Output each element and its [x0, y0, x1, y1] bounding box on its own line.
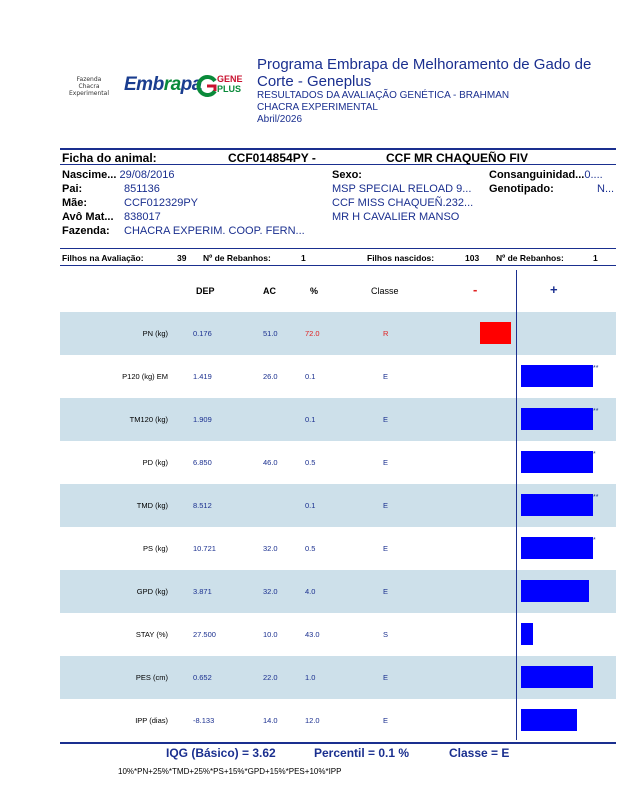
- col-header-minus: -: [473, 282, 478, 297]
- dam-label: Mãe:: [62, 197, 88, 209]
- percent-value: 0.5: [305, 544, 316, 553]
- table-row: [60, 484, 616, 527]
- report-subtitle1: RESULTADOS DA AVALIAÇÃO GENÉTICA - BRAHMAN: [257, 90, 510, 101]
- progeny-evaluated: 39: [177, 253, 187, 263]
- table-row: [60, 699, 616, 742]
- farm-logo-line: Fazenda: [76, 76, 102, 83]
- dam-name: CCF MISS CHAQUEÑ.232...: [332, 197, 474, 209]
- animal-info-middle: [332, 168, 473, 224]
- class-value: E: [383, 501, 389, 510]
- positive-bar: [521, 709, 577, 731]
- table-row: [60, 613, 616, 656]
- col-header-pct: %: [310, 286, 319, 296]
- percent-value: 0.1: [305, 415, 316, 424]
- sire-label: Pai:: [62, 183, 83, 195]
- percent-value: 0.1: [305, 501, 316, 510]
- report-subtitle2: CHACRA EXPERIMENTAL: [257, 102, 378, 113]
- sire-id: 851136: [124, 183, 160, 195]
- ac-value: 10.0: [263, 630, 278, 639]
- table-row: [60, 570, 616, 613]
- animal-info-right: [489, 168, 603, 182]
- positive-bar: [521, 537, 593, 559]
- table-row: [60, 312, 616, 355]
- positive-bar: [521, 451, 593, 473]
- report-title-line2: Corte - Geneplus: [257, 73, 372, 90]
- farm-name: CHACRA EXPERIM. COOP. FERN...: [124, 225, 305, 237]
- animal-name: CCF MR CHAQUEÑO FIV: [386, 151, 528, 165]
- dep-value: -8.133: [193, 716, 215, 725]
- trait-name: TM120 (kg): [129, 415, 168, 424]
- trait-name: TMD (kg): [136, 501, 168, 510]
- geneplus-logo: [195, 72, 255, 102]
- report-title-line1: Programa Embrapa de Melhoramento de Gado de: [257, 56, 592, 73]
- dep-value: 3.871: [193, 587, 212, 596]
- col-header-plus: +: [550, 282, 558, 297]
- herds-label: Nº de Rebanhos:: [203, 253, 271, 263]
- percent-value: 0.5: [305, 458, 316, 467]
- progeny-born: 103: [465, 253, 480, 263]
- col-header-classe: Classe: [371, 286, 399, 296]
- birth-date: 29/08/2016: [119, 169, 175, 181]
- table-row: [60, 398, 616, 441]
- iqg-value: IQG (Básico) = 3.62: [166, 746, 276, 760]
- class-value: S: [383, 630, 389, 639]
- report-date: Abril/2026: [257, 114, 303, 125]
- report-header: [257, 56, 627, 126]
- positive-bar: [521, 580, 589, 602]
- percent-value: 12.0: [305, 716, 320, 725]
- grandsire-name: MR H CAVALIER MANSO: [332, 211, 460, 223]
- genotyped-row: [489, 182, 554, 196]
- trait-name: PES (cm): [135, 673, 168, 682]
- table-row: [60, 527, 616, 570]
- bar-note: **: [593, 494, 599, 501]
- dam-id: CCF012329PY: [124, 197, 198, 209]
- class-value: E: [383, 415, 389, 424]
- class-value: Classe = E: [449, 746, 510, 760]
- percent-value: 0.1: [305, 372, 316, 381]
- trait-name: PS (kg): [142, 544, 168, 553]
- logos: [62, 66, 252, 112]
- geneplus-line1: GENE: [217, 74, 243, 84]
- ac-value: 32.0: [263, 587, 278, 596]
- farm-label: Fazenda:: [62, 225, 110, 237]
- trait-name: GPD (kg): [136, 587, 168, 596]
- table-row: [60, 355, 616, 398]
- ac-value: 51.0: [263, 329, 278, 338]
- progeny-counts: [60, 248, 616, 266]
- table-row: [60, 656, 616, 699]
- class-value: E: [383, 458, 389, 467]
- negative-bar: [480, 322, 511, 344]
- ac-value: 26.0: [263, 372, 278, 381]
- class-value: R: [383, 329, 389, 338]
- trait-name: P120 (kg) EM: [122, 372, 168, 381]
- ac-value: 14.0: [263, 716, 278, 725]
- animal-info-left: [62, 168, 305, 238]
- ac-value: 46.0: [263, 458, 278, 467]
- herds2-label: Nº de Rebanhos:: [496, 253, 564, 263]
- dep-value: 27.500: [193, 630, 216, 639]
- positive-bar: [521, 623, 533, 645]
- summary-divider: [60, 742, 616, 744]
- genotyped-value: N...: [597, 183, 615, 195]
- table-row: [60, 441, 616, 484]
- dep-value: 0.176: [193, 329, 212, 338]
- dep-value: 10.721: [193, 544, 216, 553]
- positive-bar: [521, 494, 593, 516]
- progeny-born-label: Filhos nascidos:: [367, 253, 435, 263]
- percent-value: 4.0: [305, 587, 316, 596]
- sire-name: MSP SPECIAL RELOAD 9...: [332, 183, 472, 195]
- farm-logo-line: Chacra: [78, 83, 100, 90]
- progeny-evaluated-label: Filhos na Avaliação:: [62, 253, 144, 263]
- percent-value: 43.0: [305, 630, 320, 639]
- dep-value: 1.909: [193, 415, 212, 424]
- ficha-label: Ficha do animal:: [62, 151, 157, 165]
- genetic-evaluation-table: [60, 270, 616, 740]
- genotyped-label: Genotipado:: [489, 183, 554, 195]
- bar-note: **: [593, 408, 599, 415]
- grandsire-id: 838017: [124, 211, 161, 223]
- geneplus-mark-icon: [195, 74, 219, 98]
- trait-name: PD (kg): [142, 458, 168, 467]
- bar-note: **: [593, 365, 599, 372]
- positive-bar: [521, 365, 593, 387]
- positive-bar: [521, 666, 593, 688]
- class-value: E: [383, 587, 389, 596]
- inbreeding-label: Consanguinidad...: [489, 169, 585, 181]
- trait-name: PN (kg): [142, 329, 168, 338]
- bar-axis-line: [516, 270, 517, 740]
- dep-value: 0.652: [193, 673, 212, 682]
- ficha-bar: [60, 148, 616, 165]
- class-value: E: [383, 673, 389, 682]
- index-formula: 10%*PN+25%*TMD+25%*PS+15%*GPD+15%*PES+10%*IPP: [118, 767, 342, 776]
- dep-value: 8.512: [193, 501, 212, 510]
- trait-name: STAY (%): [135, 630, 168, 639]
- bar-note: *: [593, 537, 596, 544]
- herds-count: 1: [301, 253, 306, 263]
- dep-value: 6.850: [193, 458, 212, 467]
- sex-label: Sexo:: [332, 169, 362, 181]
- farm-logo-line: Experimental: [68, 90, 109, 97]
- trait-name: IPP (dias): [135, 716, 168, 725]
- bar-note: *: [593, 451, 596, 458]
- dep-value: 1.419: [193, 372, 212, 381]
- embrapa-logo: Embrapa: [124, 74, 202, 95]
- class-value: E: [383, 544, 389, 553]
- percent-value: 1.0: [305, 673, 316, 682]
- percent-value: 72.0: [305, 329, 320, 338]
- inbreeding-value: 0....: [584, 169, 603, 181]
- col-header-ac: AC: [263, 286, 276, 296]
- grandsire-label: Avô Mat...: [62, 211, 114, 223]
- geneplus-line2: PLUS: [217, 84, 242, 94]
- class-value: E: [383, 716, 389, 725]
- birth-label: Nascime...: [62, 169, 117, 181]
- ac-value: 32.0: [263, 544, 278, 553]
- herds2-count: 1: [593, 253, 598, 263]
- farm-logo: [62, 76, 116, 97]
- class-value: E: [383, 372, 389, 381]
- positive-bar: [521, 408, 593, 430]
- ac-value: 22.0: [263, 673, 278, 682]
- percentile-value: Percentil = 0.1 %: [314, 746, 410, 760]
- col-header-dep: DEP: [196, 286, 215, 296]
- animal-id: CCF014854PY -: [228, 151, 316, 165]
